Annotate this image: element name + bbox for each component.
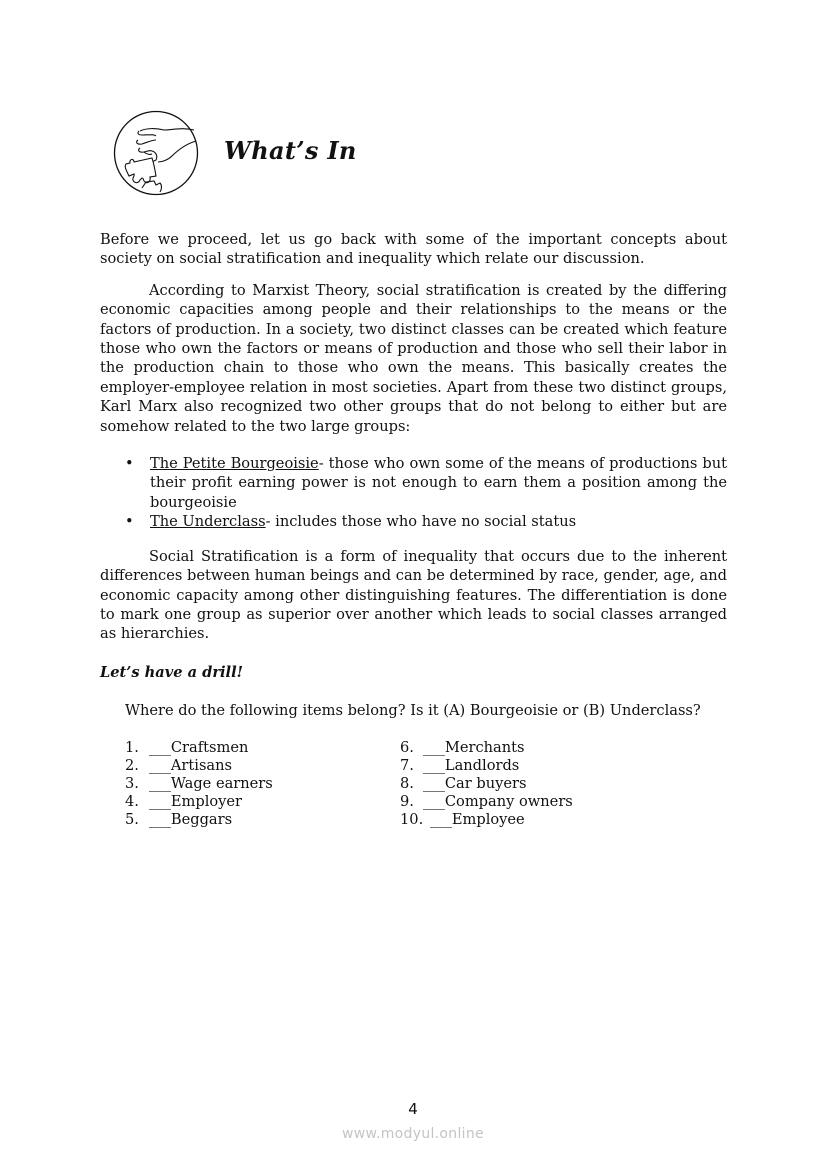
item-number: 1. — [125, 738, 139, 756]
class-groups-list — [100, 454, 727, 532]
marxist-theory-paragraph: According to Marxist Theory, social stratification is created by the differing economic capacities among people and their relationships to the means or the factors of production. In a society, two distinct classes can be created which feature those who own the factors or means of production and those who sell their labor in the production chain to those who own the means. This basically creates the employer-employee relation in most societies. Apart from these two distinct groups, Karl Marx also recognized two other groups that do not belong to either but are somehow related to the two large groups: — [100, 281, 727, 435]
document-body — [100, 230, 727, 830]
drill-item[interactable] — [400, 739, 675, 757]
item-number: 3. — [125, 774, 139, 792]
drill-question: Where do the following items belong? Is it (A) Bourgeoisie or (B) Underclass? — [125, 702, 701, 720]
drill-item[interactable] — [125, 793, 400, 811]
list-item — [150, 512, 727, 531]
item-text: ___Company owners — [423, 793, 573, 811]
hand-puzzle-piece-icon — [112, 110, 200, 196]
item-number: 5. — [125, 811, 139, 829]
watermark: www.modyul.online — [342, 1126, 484, 1142]
list-item — [150, 454, 727, 512]
item-text: ___Beggars — [149, 811, 233, 829]
page-title: What’s In — [224, 136, 357, 165]
item-number: 10. — [400, 811, 424, 829]
page-number: 4 — [408, 1100, 418, 1118]
drill-heading: Let’s have a drill! — [100, 663, 244, 681]
item-number: 4. — [125, 793, 139, 811]
drill-item[interactable] — [400, 757, 675, 775]
social-stratification-paragraph: Social Stratification is a form of inequality that occurs due to the inherent differences between human beings and can be determined by race, gender, age, and economic capacity among other distinguishing features. The differentiation is done to mark one group as superior over another which leads to social classes arranged as hierarchies. — [100, 547, 727, 643]
item-number: 8. — [400, 774, 414, 792]
item-text: ___Merchants — [423, 738, 525, 756]
term-petite-bourgeoisie: The Petite Bourgeoisie — [150, 455, 319, 473]
definition: - includes those who have no social status — [265, 513, 577, 531]
drill-item[interactable] — [400, 775, 675, 793]
drill-item[interactable] — [125, 739, 400, 757]
drill-item[interactable] — [400, 793, 675, 811]
drill-item[interactable] — [125, 811, 400, 829]
item-text: ___Wage earners — [149, 774, 273, 792]
term-underclass: The Underclass — [150, 513, 266, 531]
item-text: ___Employer — [149, 793, 243, 811]
item-number: 7. — [400, 756, 414, 774]
item-number: 9. — [400, 793, 414, 811]
item-text: ___Landlords — [423, 756, 520, 774]
section-header — [112, 110, 512, 200]
item-number: 2. — [125, 756, 139, 774]
drill-item[interactable] — [125, 757, 400, 775]
item-text: ___Craftsmen — [149, 738, 249, 756]
drill-column-left — [125, 739, 400, 830]
drill-items — [100, 739, 727, 830]
drill-column-right — [400, 739, 675, 830]
item-number: 6. — [400, 738, 414, 756]
intro-paragraph: Before we proceed, let us go back with some of the important concepts about society on social stratification and inequality which relate our discussion. — [100, 231, 727, 268]
item-text: ___Car buyers — [423, 774, 527, 792]
item-text: ___Artisans — [149, 756, 233, 774]
definition: - those who own some of the means of productions but their profit earning power is not enough to earn them a position among the bourgeoisie — [150, 455, 727, 511]
drill-item[interactable] — [400, 811, 675, 829]
item-text: ___Employee — [430, 811, 525, 829]
drill-item[interactable] — [125, 775, 400, 793]
